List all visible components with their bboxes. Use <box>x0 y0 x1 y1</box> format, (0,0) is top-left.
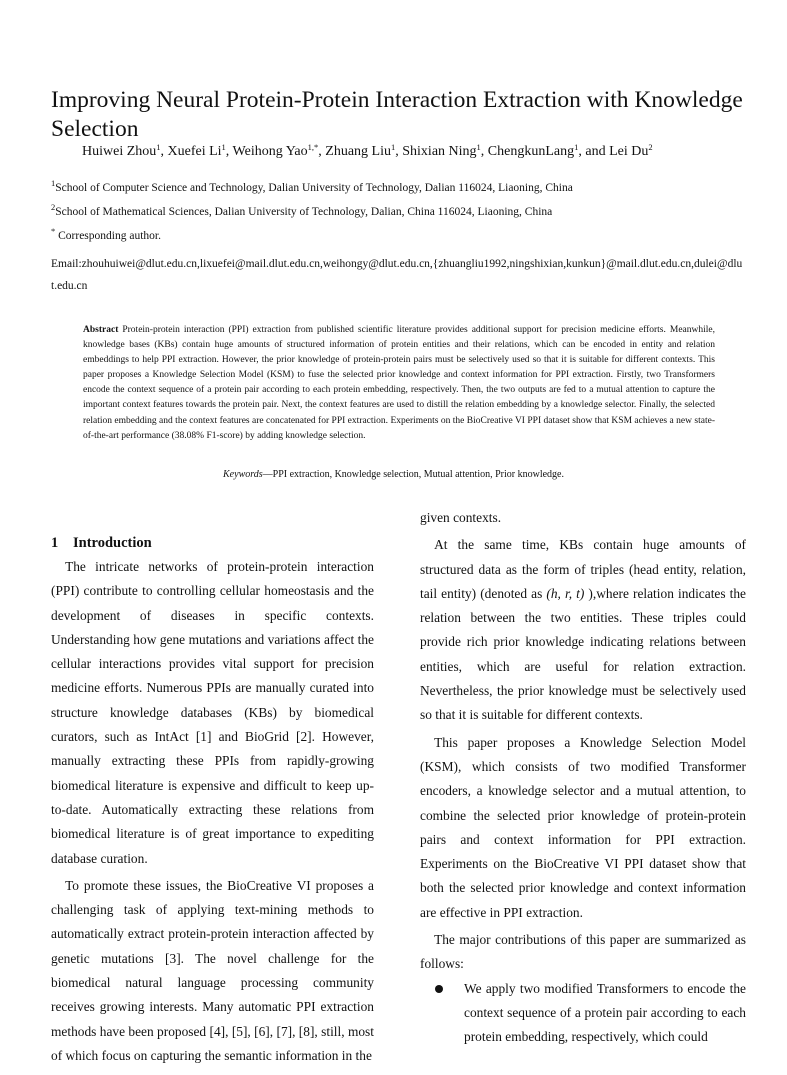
bullet-icon <box>435 985 443 993</box>
email-line: Email:zhouhuiwei@dlut.edu.cn,lixuefei@mail.dlut.edu.cn,weihongy@dlut.edu.cn,{zhuangliu1992,ningshixian,kunkun}@mail.dlut.edu.cn,dulei@dlut.edu.cn <box>51 258 743 292</box>
author: Xuefei Li$^1$, <box>167 142 233 159</box>
author: Zhuang Liu$^1$, <box>325 142 403 159</box>
keywords-text: —PPI extraction, Knowledge selection, Mutual attention, Prior knowledge. <box>262 469 564 480</box>
author: Huiwei Zhou$^1$, <box>82 142 168 159</box>
triple-notation: (h, r, t) <box>546 585 585 601</box>
author: ChengkunLang$^1$, <box>487 142 586 159</box>
paragraph: At the same time, KBs contain huge amounts of structured data as the form of triples (head entity, relation, tail entity) (denoted as (h, r, t) ),where relation indicates the relation between the two entities. These triples could provide rich prior knowledge indicating relations between entities, which are useful for relation extraction. Nevertheless, the prior knowledge must be selectively used so that it is suitable for different contexts. <box>420 537 747 723</box>
author: Weihong Yao$^{1,*}$, <box>232 142 326 159</box>
section-heading: 1 Introduction <box>51 535 152 551</box>
paragraph: To promote these issues, the BioCreative VI proposes a challenging task of applying text-mining methods to automatically extract protein-protein interaction affected by genetic mutations [3]. The novel challenge for the biomedical natural language processing community receives growing interests. Many automatic PPI extraction methods have been proposed [4], [5], [6], [7], [8], still, most of which focus on capturing the semantic information in the <box>51 877 374 1063</box>
author: Lei Du$^2$ <box>609 142 653 159</box>
paragraph-continuation: given contexts. <box>420 510 502 525</box>
corresponding-author-note: * Corresponding author. <box>51 226 161 242</box>
keywords-label: Keywords <box>223 469 263 480</box>
abstract-text: Protein-protein interaction (PPI) extraction from published scientific literature provides additional support for precision medicine efforts. Meanwhile, knowledge bases (KBs) contain huge amounts of structured information of protein entities and their relations, which can be encoded in entity and relation embeddings to help PPI extraction. However, the prior knowledge of protein-protein pairs must be selectively used so that it is suitable for different contexts. This paper proposes a Knowledge Selection Model (KSM) to fuse the selected prior knowledge and context information for PPI extraction. Firstly, two Transformers encode the context sequence of a protein pair according to each protein embedding, respectively. Then, the two outputs are fed to a mutual attention to capture the important context features towards the protein pair. Next, the context features are used to distill the relation embedding by a knowledge selector. Finally, the selected relation embedding and the context features are concatenated for PPI extraction. Experiments on the BioCreative VI PPI dataset show that KSM achieves a new state-of-the-art performance (38.08% F1-score) by adding knowledge selection. <box>83 325 715 441</box>
paper-title: Improving Neural Protein-Protein Interaction Extraction with Knowledge Selection <box>51 87 743 142</box>
affiliation-2: $^2$School of Mathematical Sciences, Dalian University of Technology, Dalian, China 116024, Liaoning, China <box>51 202 553 218</box>
contribution-bullet: We apply two modified Transformers to encode the context sequence of a protein pair according to each protein embedding, respectively, which could <box>420 977 746 1050</box>
left-column <box>51 531 374 1068</box>
author-and: and <box>585 144 606 159</box>
paragraph: The major contributions of this paper are summarized as follows: <box>420 932 746 972</box>
author-list <box>82 143 653 161</box>
abstract <box>83 323 715 444</box>
paragraph: The intricate networks of protein-protein interaction (PPI) contribute to controlling cellular homeostasis and the development of diseases in specific contexts. Understanding how gene mutations and variations affect the cellular interactions provides vital support for precision medicine efforts. Numerous PPIs are manually curated into structure knowledge databases (KBs) by biomedical curators, such as IntAct [1] and BioGrid [2]. However, manually extracting these PPIs from rapidly-growing biomedical literature is expensive and difficult to keep up-to-date. Automatically extracting these relations from biomedical literature is of great importance to expediting database curation. <box>51 559 374 866</box>
keywords <box>0 469 787 480</box>
author: Shixian Ning$^1$, <box>402 142 488 159</box>
paragraph: This paper proposes a Knowledge Selection Model (KSM), which consists of two modified Transformer encoders, a knowledge selector and a mutual attention, to combine the selected prior knowledge of protein-protein pairs and context information for PPI extraction. Experiments on the BioCreative VI PPI dataset show that both the selected prior knowledge and context information are effective in PPI extraction. <box>420 734 746 920</box>
abstract-label: Abstract <box>83 325 119 335</box>
affiliation-1: $^1$School of Computer Science and Technology, Dalian University of Technology, Dalian 116024, Liaoning, China <box>51 178 573 194</box>
right-column <box>420 506 746 1050</box>
